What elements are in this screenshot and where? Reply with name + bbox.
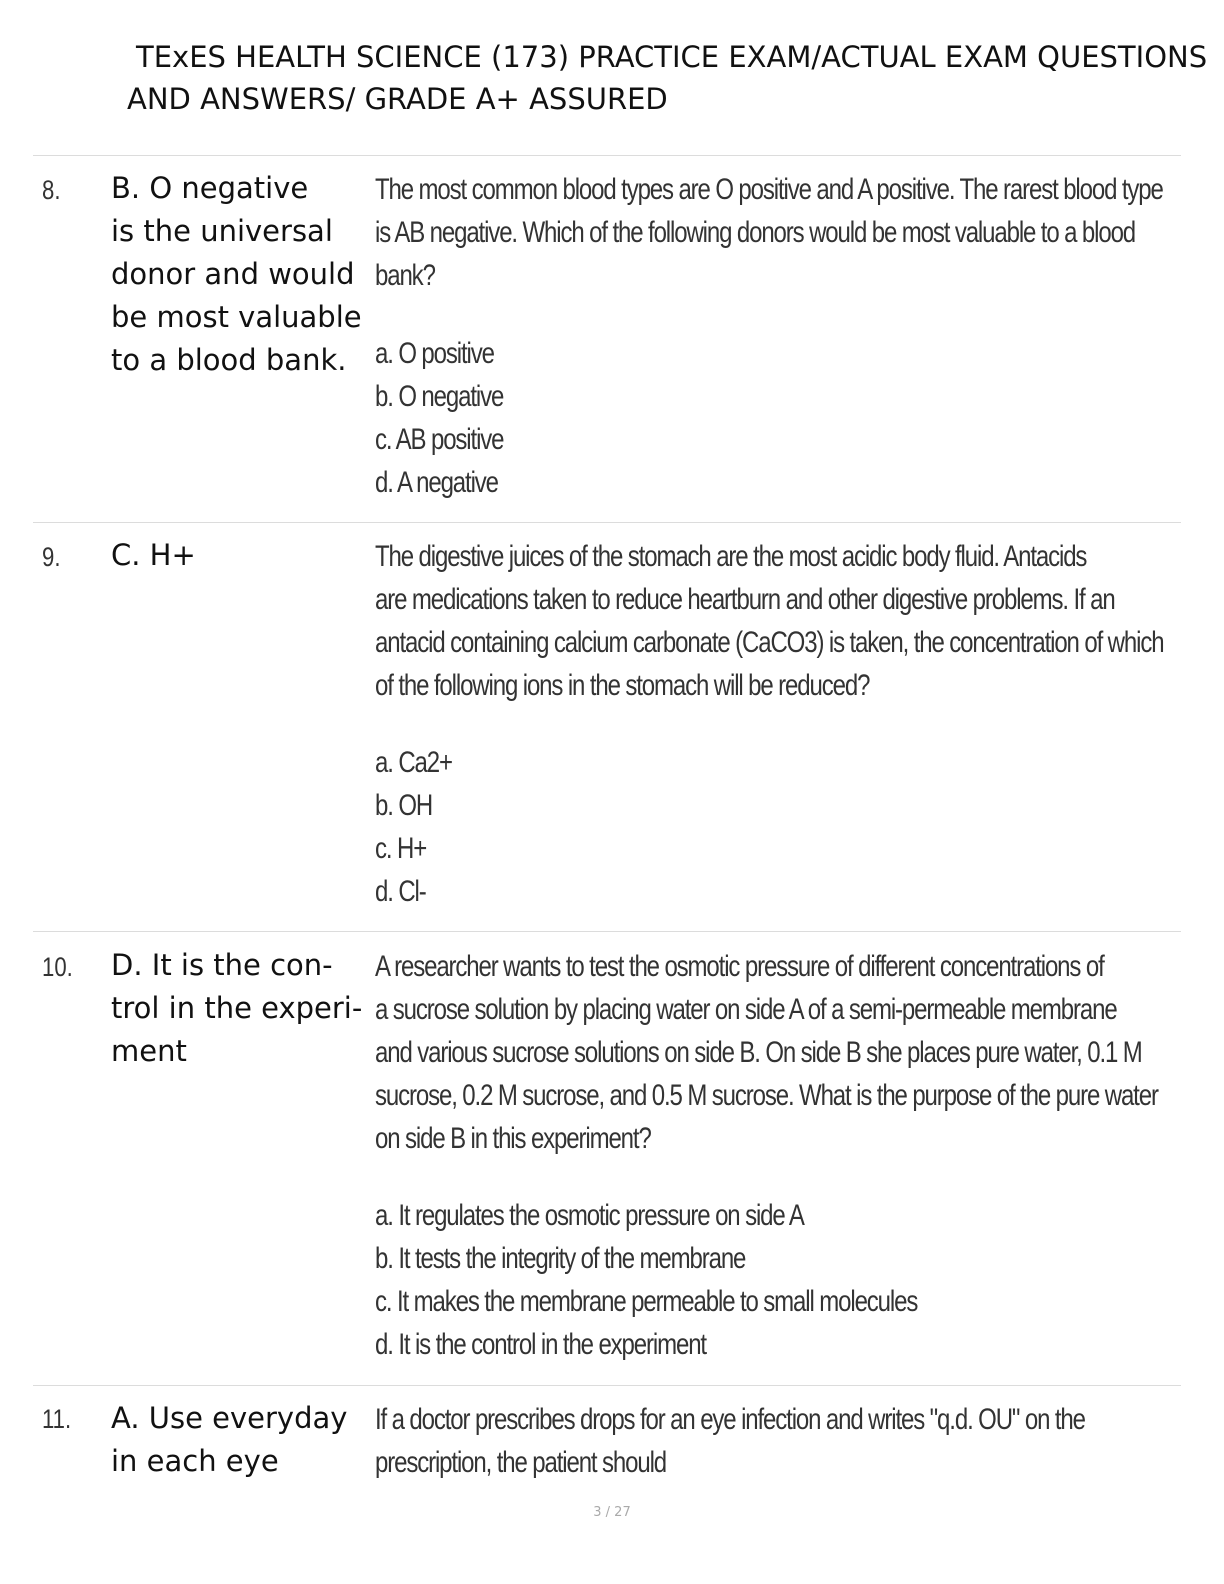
question-line: prescription, the patient should (375, 1446, 667, 1479)
question-number: 9. (42, 542, 61, 572)
question-line: The most common blood types are O positive and A positive. The rarest blood type (375, 173, 1163, 206)
question-line: is AB negative. Which of the following donors would be most valuable to a blood (375, 216, 1136, 249)
answer-option: b. O negative (375, 380, 504, 413)
question-text (375, 1398, 1085, 1484)
answer-line: in each eye (111, 1444, 279, 1478)
answer-option: b. It tests the integrity of the membrane (375, 1242, 746, 1275)
answer-option: b. OH (375, 789, 433, 822)
answer-option: d. A negative (375, 466, 498, 499)
answer-line: to a blood bank. (111, 343, 347, 377)
page-title-line2: AND ANSWERS/ GRADE A+ ASSURED (127, 82, 668, 116)
row-divider (33, 155, 1181, 156)
answer-line: trol in the experi- (111, 991, 363, 1025)
answer-line: A. Use everyday (111, 1401, 348, 1435)
question-text (375, 168, 1163, 504)
question-line: are medications taken to reduce heartburn and other digestive problems. If an (375, 583, 1115, 616)
page-number: 3 / 27 (593, 1505, 631, 1520)
row-divider (33, 1385, 1181, 1386)
question-line: The digestive juices of the stomach are the most acidic body fluid. Antacids (375, 540, 1087, 573)
answer-option: d. Cl- (375, 875, 426, 908)
answer-line: be most valuable (111, 300, 362, 334)
row-divider (33, 931, 1181, 932)
answer-option: d. It is the control in the experiment (375, 1328, 706, 1361)
answer-text (111, 534, 373, 577)
page-title-line1: TExES HEALTH SCIENCE (173) PRACTICE EXAM/ACTUAL EXAM QUESTIONS (136, 40, 1208, 74)
page-title (127, 36, 1224, 120)
answer-line: is the universal (111, 214, 333, 248)
question-line: and various sucrose solutions on side B. On side B she places pure water, 0.1 M (375, 1036, 1142, 1069)
answer-line: C. H+ (111, 538, 196, 572)
answer-text (111, 167, 373, 382)
question-number: 10. (42, 952, 73, 982)
answer-line: donor and would (111, 257, 355, 291)
question-line: sucrose, 0.2 M sucrose, and 0.5 M sucrose. What is the purpose of the pure water (375, 1079, 1158, 1112)
question-line: of the following ions in the stomach will be reduced? (375, 669, 870, 702)
answer-option: c. H+ (375, 832, 427, 865)
answer-option: c. It makes the membrane permeable to small molecules (375, 1285, 918, 1318)
question-line: antacid containing calcium carbonate (CaCO3) is taken, the concentration of which (375, 626, 1164, 659)
answer-text (111, 1397, 373, 1483)
answer-text (111, 944, 373, 1073)
question-text (375, 535, 1163, 913)
question-text (375, 945, 1158, 1366)
answer-option: a. O positive (375, 337, 494, 370)
answer-option: a. Ca2+ (375, 746, 452, 779)
question-number: 11. (42, 1404, 72, 1434)
question-line: If a doctor prescribes drops for an eye infection and writes "q.d. OU" on the (375, 1403, 1085, 1436)
answer-line: ment (111, 1034, 187, 1068)
question-number: 8. (42, 175, 61, 205)
row-divider (33, 522, 1181, 523)
question-line: a sucrose solution by placing water on side A of a semi-permeable membrane (375, 993, 1117, 1026)
question-line: on side B in this experiment? (375, 1122, 651, 1155)
question-line: A researcher wants to test the osmotic pressure of different concentrations of (375, 950, 1104, 983)
answer-line: D. It is the con- (111, 948, 333, 982)
answer-option: a. It regulates the osmotic pressure on side A (375, 1199, 804, 1232)
answer-option: c. AB positive (375, 423, 504, 456)
question-line: bank? (375, 259, 435, 292)
answer-line: B. O negative (111, 171, 309, 205)
